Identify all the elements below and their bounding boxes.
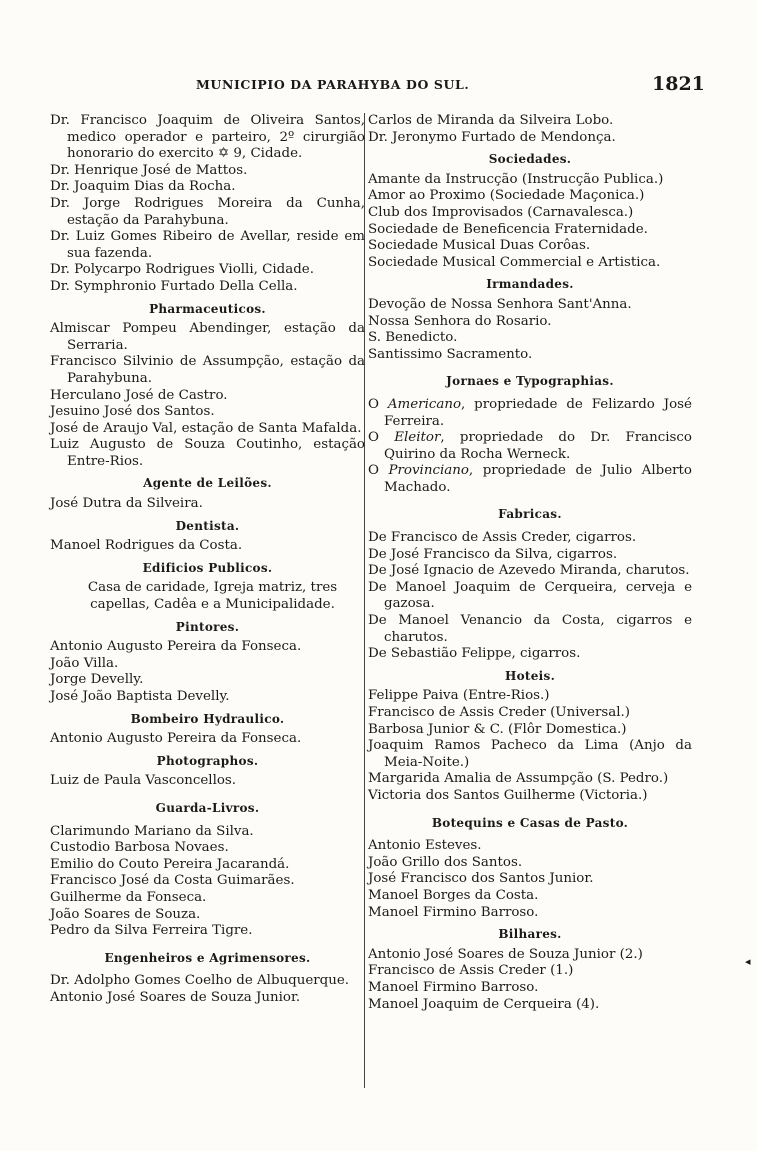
list-item: Sociedade Musical Commercial e Artistica. xyxy=(368,254,661,270)
section-heading-fabricas: Fabricas. xyxy=(498,507,562,522)
section-heading-edificios: Edificios Publicos. xyxy=(142,560,273,575)
newspaper-details: , propriedade do Dr. Francisco Quirino da Rocha Werneck. xyxy=(384,430,692,462)
section-heading-botequins: Botequins e Casas de Pasto. xyxy=(431,815,629,830)
section-heading-bilhares: Bilhares. xyxy=(498,927,562,942)
list-item: Francisco José da Costa Guimarães. xyxy=(50,873,295,889)
list-item: Amante da Instrucção (Instrucção Publica.) xyxy=(368,171,664,187)
list-item: Felippe Paiva (Entre-Rios.) xyxy=(368,688,550,704)
list-item: Amor ao Proximo (Sociedade Maçonica.) xyxy=(368,188,645,204)
newspaper-prefix: O xyxy=(368,463,389,479)
list-item: João Villa. xyxy=(50,655,119,671)
list-item: João Grillo dos Santos. xyxy=(368,854,523,870)
section-heading-jornaes: Jornaes e Typographias. xyxy=(446,374,614,389)
list-item: Francisco de Assis Creder (Universal.) xyxy=(368,705,631,720)
list-item: Carlos de Miranda da Silveira Lobo. xyxy=(368,113,614,128)
list-item: Devoção de Nossa Senhora Sant'Anna. xyxy=(368,296,632,312)
newspaper-entry xyxy=(368,397,692,430)
newspaper-entry xyxy=(368,430,692,463)
list-item: Manoel Borges da Costa. xyxy=(368,887,539,903)
list-item: João Soares de Souza. xyxy=(50,906,201,922)
newspaper-entry xyxy=(368,463,692,496)
list-item: Sociedade Musical Duas Corôas. xyxy=(368,238,591,254)
list-item: Dr. Francisco Joaquim de Oliveira Santos, medico operador e parteiro, 2º cirurgião honorario do exercito ✡ 9, Cidade. xyxy=(50,113,365,162)
section-heading-pintores: Pintores. xyxy=(175,619,240,634)
section-heading-sociedades: Sociedades. xyxy=(488,152,572,167)
list-item: Santissimo Sacramento. xyxy=(368,346,533,362)
list-item: Club dos Improvisados (Carnavalesca.) xyxy=(368,204,634,220)
list-item: De Francisco de Assis Creder, cigarros. xyxy=(368,530,637,546)
list-item: Dr. Adolpho Gomes Coelho de Albuquerque. xyxy=(50,973,350,989)
section-heading-pharmaceuticos: Pharmaceuticos. xyxy=(149,301,266,316)
right-column xyxy=(368,113,692,1013)
margin-arrow-icon: ◂ xyxy=(745,955,751,968)
newspaper-name: Eleitor xyxy=(394,430,441,446)
left-column xyxy=(50,113,365,1007)
newspaper-name: Americano xyxy=(387,396,462,412)
list-item: Dr. Joaquim Dias da Rocha. xyxy=(50,179,236,195)
list-item: Jesuino José dos Santos. xyxy=(50,404,215,420)
list-item: Joaquim Ramos Pacheco da Lima (Anjo da Meia-Noite.) xyxy=(368,738,692,770)
list-item: Dr. Henrique José de Mattos. xyxy=(50,162,248,178)
section-heading-dentista: Dentista. xyxy=(175,518,240,533)
list-item: Margarida Amalia de Assumpção (S. Pedro.) xyxy=(368,771,669,787)
list-item: Custodio Barbosa Novaes. xyxy=(50,840,229,856)
edificios-text: Casa de caridade, Igreja matriz, tres capellas, Cadêa e a Municipalidade. xyxy=(87,580,338,613)
list-item: José Dutra da Silveira. xyxy=(50,496,203,512)
page-title: MUNICIPIO DA PARAHYBA DO SUL. xyxy=(196,77,470,92)
newspaper-prefix: O xyxy=(368,396,388,412)
section-heading-irmandades: Irmandades. xyxy=(486,277,574,292)
list-item: Nossa Senhora do Rosario. xyxy=(368,313,552,329)
list-item: Dr. Jeronymo Furtado de Mendonça. xyxy=(368,129,616,145)
page-number: 1821 xyxy=(652,73,705,95)
list-item: Antonio Esteves. xyxy=(368,838,482,854)
list-item: José de Araujo Val, estação de Santa Mafalda. xyxy=(50,420,362,436)
page-header xyxy=(0,75,757,101)
list-item: Guilherme da Fonseca. xyxy=(50,889,207,905)
newspaper-details: , propriedade de Felizardo José Ferreira. xyxy=(384,396,692,429)
list-item: Antonio José Soares de Souza Junior (2.) xyxy=(368,946,643,962)
list-item: Dr. Polycarpo Rodrigues Violli, Cidade. xyxy=(50,262,314,278)
section-heading-photographos: Photographos. xyxy=(156,753,259,768)
list-item: Clarimundo Mariano da Silva. xyxy=(50,823,254,839)
section-heading-bombeiro: Bombeiro Hydraulico. xyxy=(130,711,285,726)
list-item: José Francisco dos Santos Junior. xyxy=(368,871,594,887)
list-item: De Manoel Joaquim de Cerqueira, cerveja e gazosa. xyxy=(368,579,692,612)
list-item: Manoel Rodrigues da Costa. xyxy=(50,538,243,554)
list-item: Dr. Luiz Gomes Ribeiro de Avellar, reside em sua fazenda. xyxy=(50,229,365,261)
section-heading-agente: Agente de Leilões. xyxy=(143,476,272,491)
list-item: De José Francisco da Silva, cigarros. xyxy=(368,546,618,562)
newspaper-name: Provinciano xyxy=(388,463,469,479)
list-item: Antonio José Soares de Souza Junior. xyxy=(50,989,301,1005)
list-item: Antonio Augusto Pereira da Fonseca. xyxy=(50,639,302,655)
list-item: Dr. Symphronio Furtado Della Cella. xyxy=(50,278,298,294)
list-item: Francisco Silvinio de Assumpção, estação da Parahybuna. xyxy=(50,354,365,386)
list-item: Francisco de Assis Creder (1.) xyxy=(368,963,574,979)
list-item: Almiscar Pompeu Abendinger, estação da Serraria. xyxy=(50,321,365,353)
newspaper-details: , propriedade de Julio Alberto Machado. xyxy=(384,463,692,495)
list-item: Sociedade de Beneficencia Fraternidade. xyxy=(368,221,648,237)
section-heading-engenheiros: Engenheiros e Agrimensores. xyxy=(104,950,311,965)
list-item: De Sebastião Felippe, cigarros. xyxy=(368,646,581,662)
list-item: Manoel Firmino Barroso. xyxy=(368,904,539,920)
list-item: Emilio do Couto Pereira Jacarandá. xyxy=(50,856,290,872)
list-item: Manoel Joaquim de Cerqueira (4). xyxy=(368,996,600,1012)
list-item: Barbosa Junior & C. (Flôr Domestica.) xyxy=(368,721,627,737)
list-item: José João Baptista Develly. xyxy=(50,689,230,704)
list-item: Victoria dos Santos Guilherme (Victoria.) xyxy=(368,787,648,803)
list-item: Jorge Develly. xyxy=(50,672,144,688)
list-item: Manoel Firmino Barroso. xyxy=(368,979,539,995)
newspaper-prefix: O xyxy=(368,430,395,446)
list-item: De José Ignacio de Azevedo Miranda, charutos. xyxy=(368,563,690,579)
list-item: Luiz de Paula Vasconcellos. xyxy=(50,773,237,789)
list-item: Pedro da Silva Ferreira Tigre. xyxy=(50,923,253,939)
list-item: Herculano José de Castro. xyxy=(50,387,228,403)
list-item: Dr. Jorge Rodrigues Moreira da Cunha, estação da Parahybuna. xyxy=(50,195,365,228)
list-item: S. Benedicto. xyxy=(368,330,458,346)
section-heading-guarda-livros: Guarda-Livros. xyxy=(155,800,260,815)
list-item: Luiz Augusto de Souza Coutinho, estação Entre-Rios. xyxy=(50,437,365,469)
list-item: Antonio Augusto Pereira da Fonseca. xyxy=(50,731,302,747)
list-item: De Manoel Venancio da Costa, cigarros e charutos. xyxy=(368,613,692,645)
section-heading-hoteis: Hoteis. xyxy=(504,668,556,683)
